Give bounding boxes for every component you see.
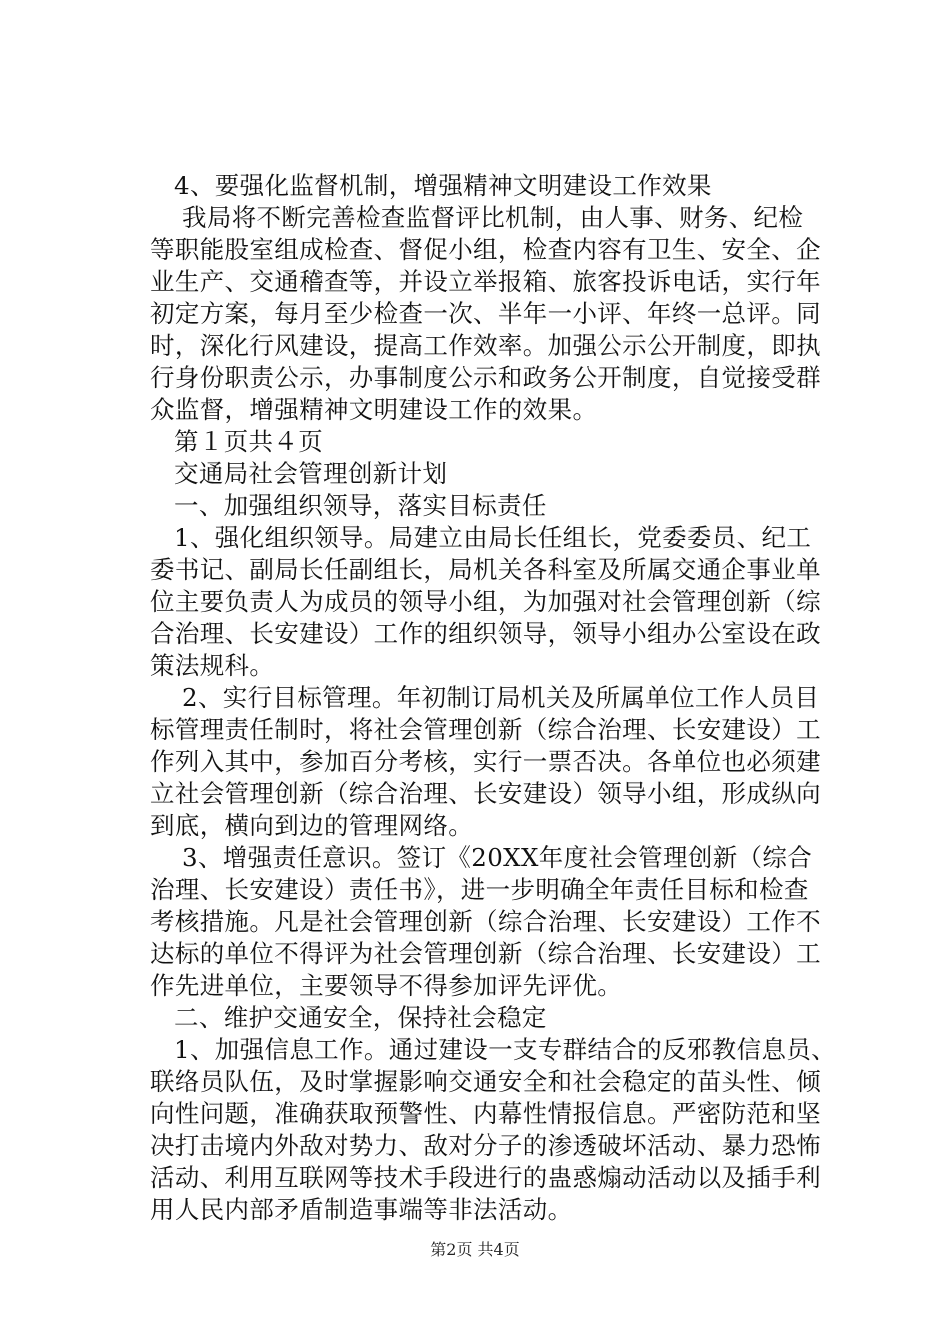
text-line: 初定方案，每月至少检查一次、半年一小评、年终一总评。同 (150, 299, 821, 328)
text-line: 时，深化行风建设，提高工作效率。加强公示公开制度，即执 (150, 331, 821, 360)
text-line: 决打击境内外敌对势力、敌对分子的渗透破坏活动、暴力恐怖 (150, 1131, 821, 1160)
text-line: 位主要负责人为成员的领导小组，为加强对社会管理创新（综 (150, 587, 821, 616)
text-line: 等职能股室组成检查、督促小组，检查内容有卫生、安全、企 (150, 235, 821, 264)
text-line: 策法规科。 (150, 651, 275, 680)
text-line: 一、加强组织领导，落实目标责任 (174, 491, 547, 520)
text-line: 众监督，增强精神文明建设工作的效果。 (150, 395, 598, 424)
text-line: 行身份职责公示，办事制度公示和政务公开制度，自觉接受群 (150, 363, 821, 392)
text-line: 作列入其中，参加百分考核，实行一票否决。各单位也必须建 (150, 747, 821, 776)
text-line: 1、强化组织领导。局建立由局长任组长，党委委员、纪工 (174, 523, 812, 552)
text-line: 我局将不断完善检查监督评比机制，由人事、财务、纪检 (182, 203, 804, 232)
page-footer: 第2页 共4页 (430, 1240, 520, 1259)
text-line: 二、维护交通安全，保持社会稳定 (174, 1003, 547, 1032)
body-text (150, 170, 837, 1226)
text-line: 第１页共４页 (174, 427, 324, 456)
text-line: 业生产、交通稽查等，并设立举报箱、旅客投诉电话，实行年 (150, 267, 821, 296)
text-line: 活动、利用互联网等技术手段进行的蛊惑煽动活动以及插手利 (150, 1163, 821, 1192)
text-line: 委书记、副局长任副组长，局机关各科室及所属交通企事业单 (150, 555, 821, 584)
text-line: 达标的单位不得评为社会管理创新（综合治理、长安建设）工 (150, 939, 821, 968)
text-line: 标管理责任制时，将社会管理创新（综合治理、长安建设）工 (150, 715, 821, 744)
text-line: 合治理、长安建设）工作的组织领导，领导小组办公室设在政 (150, 619, 821, 648)
text-line: 考核措施。凡是社会管理创新（综合治理、长安建设）工作不 (150, 907, 821, 936)
text-line: 3、增强责任意识。签订《20XX年度社会管理创新（综合 (182, 843, 813, 872)
text-line: 4、要强化监督机制，增强精神文明建设工作效果 (174, 171, 712, 200)
text-line: 治理、长安建设）责任书》，进一步明确全年责任目标和检查 (150, 875, 809, 904)
text-line: 联络员队伍，及时掌握影响交通安全和社会稳定的苗头性、倾 (150, 1067, 821, 1096)
text-line: 立社会管理创新（综合治理、长安建设）领导小组，形成纵向 (150, 779, 821, 808)
text-line: 作先进单位，主要领导不得参加评先评优。 (150, 971, 623, 1000)
text-line: 1、加强信息工作。通过建设一支专群结合的反邪教信息员、 (174, 1035, 837, 1064)
text-line: 2、实行目标管理。年初制订局机关及所属单位工作人员目 (182, 683, 820, 712)
text-line: 交通局社会管理创新计划 (174, 459, 448, 488)
text-line: 用人民内部矛盾制造事端等非法活动。 (150, 1195, 573, 1224)
text-line: 向性问题，准确获取预警性、内幕性情报信息。严密防范和坚 (150, 1099, 821, 1128)
text-line: 到底，横向到边的管理网络。 (150, 811, 474, 840)
